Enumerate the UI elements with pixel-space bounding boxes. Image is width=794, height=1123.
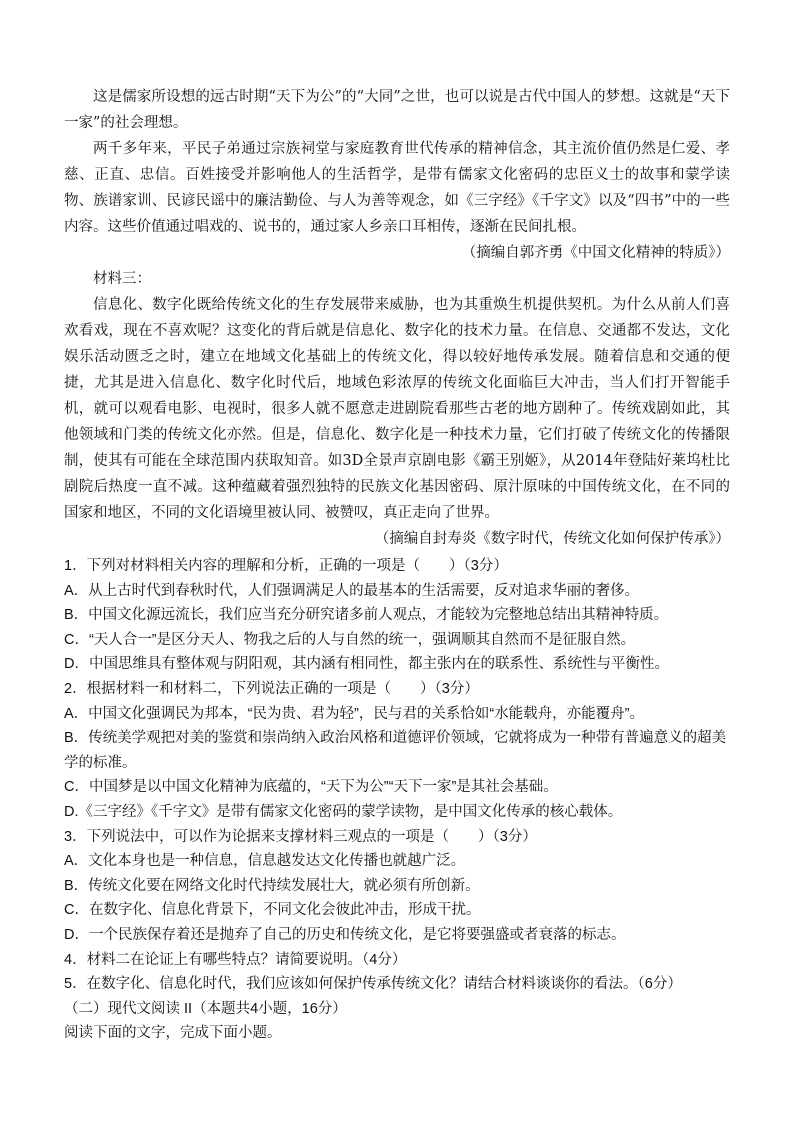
material-three bbox=[64, 266, 730, 552]
question-3 bbox=[64, 825, 730, 948]
material-two-paragraph-1: 这是儒家所设想的远古时期“天下为公”的“大同”之世，也可以说是古代中国人的梦想。这就是“天下一家”的社会理想。 bbox=[64, 89, 730, 131]
question-5 bbox=[64, 972, 730, 997]
question-stem: 1．下列对材料相关内容的理解和分析，正确的一项是（ ）（3分） bbox=[64, 558, 508, 574]
material-two-tail bbox=[64, 84, 730, 266]
material-two-source: （摘编自郭齐勇《中国文化精神的特质》） bbox=[461, 245, 730, 261]
material-three-label: 材料三： bbox=[93, 271, 151, 287]
material-three-paragraph: 信息化、数字化既给传统文化的生存发展带来威胁，也为其重焕生机提供契机。为什么从前人们喜欢看戏，现在不喜欢呢？这变化的背后就是信息化、数字化的技术力量。在信息、交通都不发达，文化娱乐活动匮乏之时，建立在地域文化基础上的传统文化，得以较好地传承发展。随着信息和交通的便捷，尤其是进入信息化、数字化时代后，地域色彩浓厚的传统文化面临巨大冲击，当人们打开智能手机，就可以观看电影、电视时，很多人就不愿意走进剧院看那些古老的地方剧种了。传统戏剧如此，其他领域和门类的传统文化亦然。但是，信息化、数字化是一种技术力量，它们打破了传统文化的传播限制，使其有可能在全球范围内获取知音。如3D全景声京剧电影《霸王别姬》，从2014年登陆好莱坞杜比剧院后热度一直不减。这种蕴藏着强烈独特的民族文化基因密码、原汁原味的中国传统文化，在不同的国家和地区，不同的文化语境里被认同、被赞叹，真正走向了世界。 bbox=[64, 297, 730, 521]
option-a: A．文化本身也是一种信息，信息越发达文化传播也就越广泛。 bbox=[64, 853, 466, 870]
option-c: C．“天人合一”是区分天人、物我之后的人与自然的统一，强调顺其自然而不是征服自然。 bbox=[64, 631, 636, 648]
material-three-source: （摘编自封寿炎《数字时代，传统文化如何保护传承》） bbox=[374, 531, 730, 547]
question-4 bbox=[64, 948, 730, 973]
option-a: A．从上古时代到春秋时代，人们强调满足人的最基本的生活需要，反对追求华丽的奢侈。 bbox=[64, 582, 640, 599]
question-2 bbox=[64, 677, 730, 825]
question-stem: 2．根据材料一和材料二，下列说法正确的一项是（ ）（3分） bbox=[64, 680, 479, 697]
material-two-paragraph-2: 两千多年来，平民子弟通过宗族祠堂与家庭教育世代传承的精神信念，其主流价值仍然是仁爱、孝慈、正直、忠信。百姓接受并影响他人的生活哲学，是带有儒家文化密码的忠臣义士的故事和蒙学读物、族谱家训、民谚民谣中的廉洁勤俭、与人为善等观念，如《三字经》《千字文》以及“四书”中的一些内容。这些价值通过唱戏的、说书的，通过家人乡亲口耳相传，逐渐在民间扎根。 bbox=[64, 141, 730, 235]
reading-instruction: 阅读下面的文字，完成下面小题。 bbox=[64, 1025, 282, 1042]
option-c: C．在数字化、信息化背景下，不同文化会彼此冲击，形成干扰。 bbox=[64, 902, 481, 919]
question-stem: 3．下列说法中，可以作为论据来支撑材料三观点的一项是（ ）（3分） bbox=[64, 828, 537, 845]
option-d: D．中国思维具有整体观与阴阳观，其内涵有相同性，都主张内在的联系性、系统性与平衡性。 bbox=[64, 656, 669, 673]
option-d: D．一个民族保存着还是抛弃了自己的历史和传统文化，是它将要强盛或者衰落的标志。 bbox=[64, 926, 626, 943]
question-stem: 5．在数字化、信息化时代，我们应该如何保护传承传统文化？请结合材料谈谈你的看法。（6分） bbox=[64, 976, 682, 993]
option-c: C．中国梦是以中国文化精神为底蕴的，“天下为公”“天下一家”是其社会基础。 bbox=[64, 779, 558, 796]
option-a: A．中国文化强调民为邦本，“民为贵、君为轻”，民与君的关系恰如“水能载舟，亦能覆舟”。 bbox=[64, 705, 644, 722]
question-stem: 4．材料二在论证上有哪些特点？请简要说明。（4分） bbox=[64, 951, 407, 968]
option-d: D.《三字经》《千字文》是带有儒家文化密码的蒙学读物，是中国文化传承的核心载体。 bbox=[64, 803, 623, 820]
questions-block bbox=[64, 554, 730, 1046]
section-heading: （二）现代文阅读 II（本题共4小题，16分） bbox=[64, 1000, 347, 1017]
option-b: B．中国文化源远流长，我们应当充分研究诸多前人观点，才能较为完整地总结出其精神特质。 bbox=[64, 607, 669, 624]
question-1 bbox=[64, 554, 730, 677]
option-b: B．传统美学观把对美的鉴赏和崇尚纳入政治风格和道德评价领域，它就将成为一种带有普遍意义的超美学的标准。 bbox=[64, 730, 727, 771]
option-b: B．传统文化要在网络文化时代持续发展壮大，就必须有所创新。 bbox=[64, 877, 480, 894]
